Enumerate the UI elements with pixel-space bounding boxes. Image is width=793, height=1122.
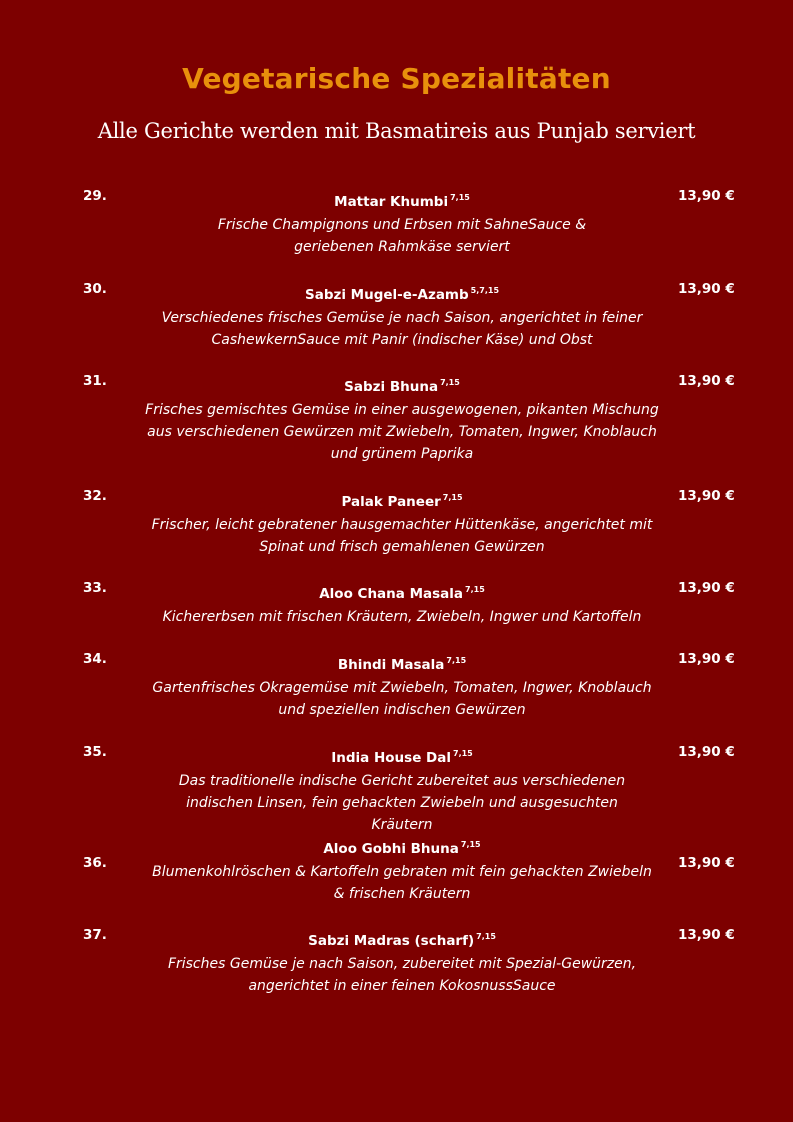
item-number: 36. [83,855,107,871]
item-name-text: Sabzi Madras (scharf) [308,933,475,949]
item-name [140,652,664,674]
item-number: 31. [83,373,107,389]
item-allergens: 7,15 [476,932,496,941]
item-description: Das traditionelle indische Gericht zubereitet aus verschiedenen indischen Linsen, fein gehackten Zwiebeln und ausgesuchten Kräutern [178,773,626,833]
item-body [140,580,664,628]
item-description: Kichererbsen mit frischen Kräutern, Zwiebeln, Ingwer und Kartoffeln [162,609,642,625]
item-description: Frisches gemischtes Gemüse in einer ausgewogenen, pikanten Mischung aus verschiedenen Gewürzen mit Zwiebeln, Tomaten, Ingwer, Knoblauch und grünem Paprika [145,402,659,462]
page-subtitle: Alle Gerichte werden mit Basmatireis aus Punjab serviert [97,119,696,143]
item-body [140,744,664,836]
item-number: 37. [83,927,107,943]
item-body [140,835,664,905]
item-name-text: Mattar Khumbi [334,194,449,210]
item-allergens: 7,15 [442,493,463,502]
item-body [140,927,664,997]
item-description: Frisches Gemüse je nach Saison, zubereitet mit Spezial-Gewürzen, angerichtet in einer feinen KokosnussSauce [167,956,637,994]
item-name-text: Aloo Gobhi Bhuna [323,841,459,857]
item-price: 13,90 € [678,488,735,504]
item-description: Verschiedenes frisches Gemüse je nach Saison, angerichtet in feiner CashewkernSauce mit Panir (indischer Käse) und Obst [161,310,643,348]
item-number: 33. [83,580,107,596]
item-body [140,281,664,351]
item-allergens: 7,15 [440,378,460,387]
item-number: 32. [83,488,107,504]
item-number: 34. [83,651,107,667]
item-price: 13,90 € [678,927,735,943]
page-title: Vegetarische Spezialitäten [182,62,611,95]
item-name-text: Aloo Chana Masala [319,586,464,602]
item-name [140,836,664,858]
item-name [140,745,664,767]
item-price: 13,90 € [678,580,735,596]
item-allergens: 7,15 [460,840,481,849]
item-allergens: 7,15 [450,193,470,202]
item-name [140,189,664,211]
item-name-text: Sabzi Mugel-e-Azamb [304,287,469,303]
item-allergens: 7,15 [446,656,467,665]
item-number: 30. [83,281,107,297]
item-body [140,488,664,558]
item-name-text: India House Dal [331,750,451,766]
item-name [140,489,664,511]
item-name-text: Sabzi Bhuna [344,379,439,395]
item-name-text: Bhindi Masala [337,657,445,673]
item-body [140,373,664,465]
item-price: 13,90 € [678,281,735,297]
item-name-text: Palak Paneer [341,494,441,510]
item-body [140,651,664,721]
item-allergens: 7,15 [453,749,473,758]
item-name [140,581,664,603]
item-number: 35. [83,744,107,760]
item-price: 13,90 € [678,373,735,389]
item-body [140,188,664,258]
item-price: 13,90 € [678,855,735,871]
item-price: 13,90 € [678,188,735,204]
item-number: 29. [83,188,107,204]
item-description: Frische Champignons und Erbsen mit SahneSauce & geriebenen Rahmkäse serviert [217,217,587,255]
item-description: Blumenkohlröschen & Kartoffeln gebraten mit fein gehackten Zwiebeln & frischen Kräutern [152,864,652,902]
item-name [140,928,664,950]
item-price: 13,90 € [678,744,735,760]
item-name [140,374,664,396]
item-description: Frischer, leicht gebratener hausgemachter Hüttenkäse, angerichtet mit Spinat und frisch gemahlenen Gewürzen [151,517,653,555]
item-allergens: 7,15 [465,585,485,594]
item-description: Gartenfrisches Okragemüse mit Zwiebeln, Tomaten, Ingwer, Knoblauch und speziellen indischen Gewürzen [152,680,652,718]
item-allergens: 5,7,15 [470,286,500,295]
item-price: 13,90 € [678,651,735,667]
item-name [140,282,664,304]
